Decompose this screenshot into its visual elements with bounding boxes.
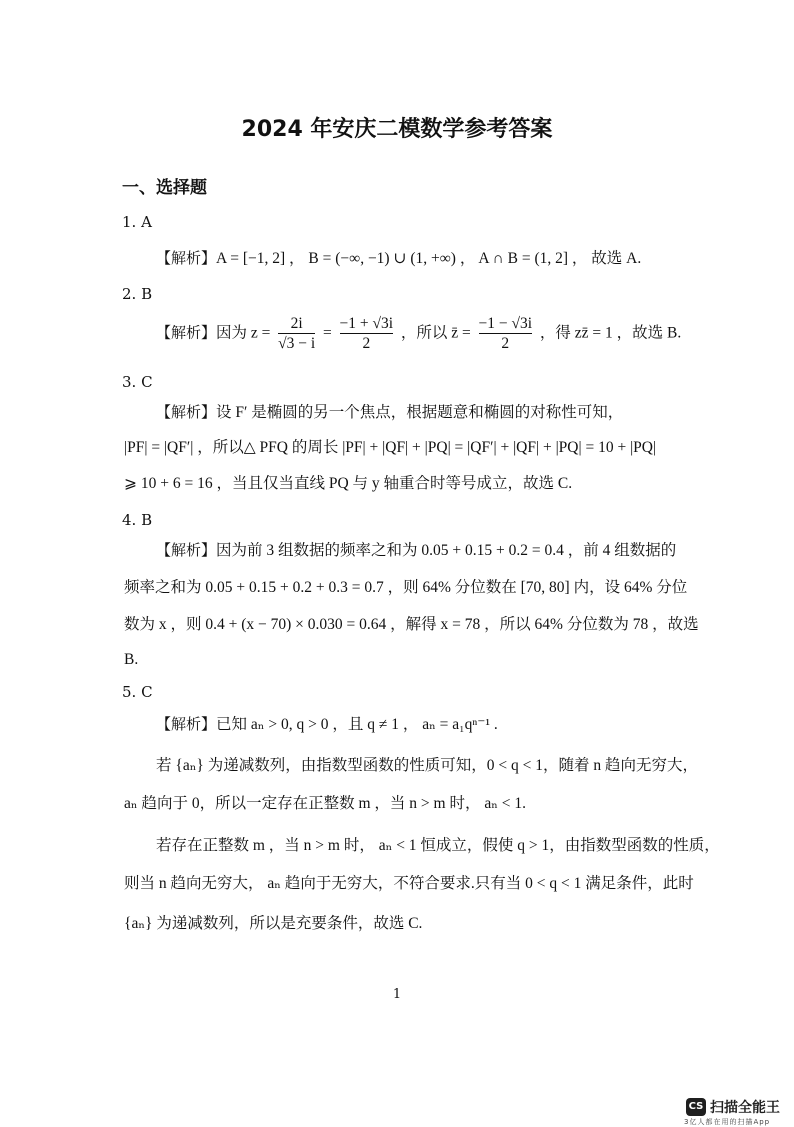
answer-3-line-1	[156, 402, 623, 423]
page-title: 2024 年安庆二模数学参考答案	[241, 117, 553, 142]
analysis-tag: 【解析】	[156, 715, 217, 733]
answer-2-explanation	[156, 314, 681, 353]
answer-5-line-4: 若存在正整数 m ，当 n > m 时， aₙ < 1 恒成立，假使 q > 1，由指数型函数的性质，	[156, 837, 720, 854]
fraction-1-denominator: √3 − i	[278, 335, 316, 352]
analysis-tag: 【解析】	[156, 323, 217, 342]
answer-1-line-1: A = [−1, 2] ， B = (−∞, −1) ∪ (1, +∞) ， A ∩ B = (1, 2] ， 故选 A.	[216, 250, 642, 267]
analysis-tag: 【解析】	[156, 403, 217, 421]
section-heading: 一、选择题	[122, 178, 207, 198]
watermark-name: 扫描全能王	[710, 1100, 780, 1116]
answer-3-text-1: 设 F′ 是椭圆的另一个焦点，根据题意和椭圆的对称性可知，	[216, 404, 624, 421]
fraction-3	[479, 314, 533, 353]
fraction-3-denominator: 2	[479, 333, 533, 353]
answer-4-text-1: 因为前 3 组数据的频率之和为 0.05 + 0.15 + 0.2 = 0.4 ，前 4 组数据的	[216, 542, 677, 559]
analysis-tag: 【解析】	[156, 541, 217, 559]
answer-5-text-1: 已知 aₙ > 0, q > 0 ，且 q ≠ 1 ， aₙ = a₁qⁿ⁻¹ .	[216, 716, 498, 733]
answer-1-number: 1. A	[122, 213, 152, 231]
answer-5-line-3: aₙ 趋向于 0，所以一定存在正整数 m ，当 n > m 时， aₙ < 1.	[124, 795, 527, 812]
answer-4-line-1	[156, 540, 676, 561]
page-number: 1	[392, 987, 402, 1002]
answer-2-text-c: ，得 zz̄ = 1 ，故选 B.	[539, 324, 682, 342]
answer-4-number: 4. B	[122, 511, 153, 529]
answer-3-number: 3. C	[122, 373, 153, 391]
fraction-2-numerator: −1 + √3i	[339, 315, 394, 332]
answer-4-line-4: B.	[124, 651, 139, 668]
fraction-2	[340, 314, 394, 353]
answer-3-line-2: |PF| = |QF′| ，所以△ PFQ 的周长 |PF| + |QF| + |PQ| = |QF′| + |QF| + |PQ| = 10 + |PQ|	[124, 439, 657, 456]
equals-sign: =	[323, 324, 332, 342]
camscanner-logo-icon: CS	[686, 1098, 706, 1116]
answer-1-explanation	[156, 248, 641, 269]
analysis-tag: 【解析】	[156, 249, 217, 267]
answer-5-line-6: {aₙ} 为递减数列，所以是充要条件，故选 C.	[124, 915, 423, 932]
answer-5-line-2: 若 {aₙ} 为递减数列，由指数型函数的性质可知，0 < q < 1，随着 n 趋向无穷大，	[156, 757, 698, 774]
answer-3-line-3: ⩾ 10 + 6 = 16 ，当且仅当直线 PQ 与 y 轴重合时等号成立，故选 C.	[124, 475, 573, 492]
watermark-tagline: 3亿人都在用的扫描App	[684, 1118, 771, 1126]
answer-2-text-a: 因为 z =	[216, 324, 271, 342]
fraction-2-denominator: 2	[340, 333, 394, 353]
answer-5-line-1	[156, 714, 498, 735]
answer-5-number: 5. C	[122, 683, 153, 701]
answer-4-line-3: 数为 x ，则 0.4 + (x − 70) × 0.030 = 0.64 ，解得 x = 78 ，所以 64% 分位数为 78 ，故选	[124, 616, 699, 633]
answer-4-line-2: 频率之和为 0.05 + 0.15 + 0.2 + 0.3 = 0.7 ，则 64% 分位数在 [70, 80] 内，设 64% 分位	[124, 579, 688, 596]
fraction-1-numerator: 2i	[290, 315, 303, 332]
fraction-3-numerator: −1 − √3i	[478, 315, 533, 332]
answer-5-line-5: 则当 n 趋向无穷大， aₙ 趋向于无穷大，不符合要求.只有当 0 < q < 1 满足条件，此时	[124, 875, 694, 892]
answer-2-number: 2. B	[122, 285, 153, 303]
answer-2-text-b: ，所以 z̄ =	[400, 324, 471, 342]
fraction-1	[278, 314, 315, 353]
